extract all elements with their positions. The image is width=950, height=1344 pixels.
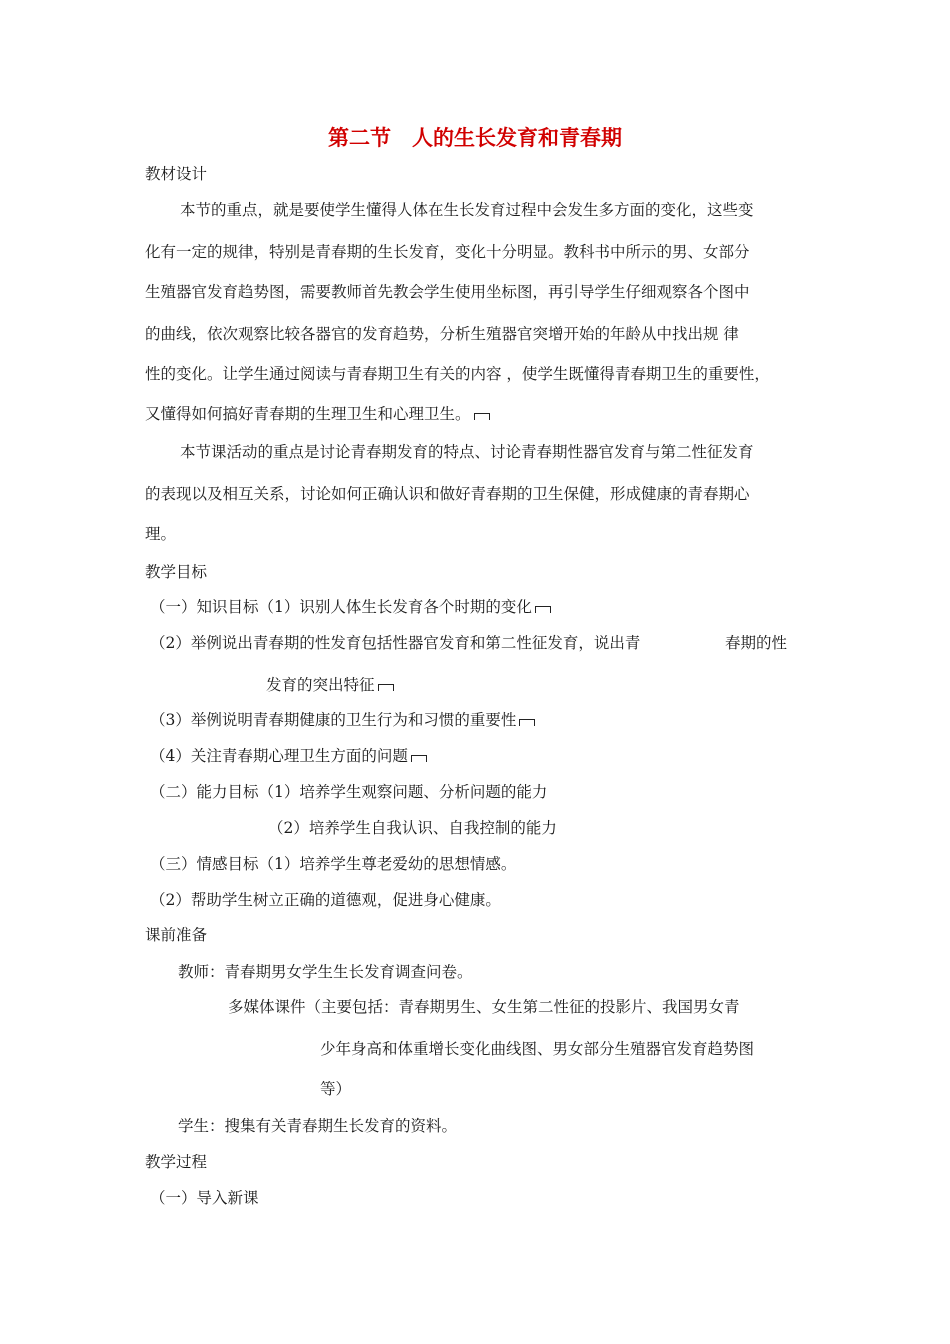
- edit-mark-icon: [474, 413, 490, 420]
- edit-mark-icon: [519, 719, 535, 726]
- goal-line-text: 发育的突出特征: [266, 676, 375, 694]
- goal-line: （2）培养学生自我认识、自我控制的能力: [268, 819, 557, 837]
- paragraph-line: 的表现以及相互关系，讨论如何正确认识和做好青春期的卫生保健，形成健康的青春期心: [145, 485, 750, 503]
- goal-line: （二）能力目标（1）培养学生观察问题、分析问题的能力: [150, 783, 548, 801]
- goal-line: （2）帮助学生树立正确的道德观，促进身心健康。: [150, 891, 501, 909]
- goal-line-text: （4）关注青春期心理卫生方面的问题: [150, 747, 408, 765]
- paragraph-line: 的曲线，依次观察比较各器官的发育趋势，分析生殖器官突增开始的年龄从中找出规 律: [145, 325, 739, 343]
- paragraph-line: 本节的重点，就是要使学生懂得人体在生长发育过程中会发生多方面的变化，这些变: [180, 201, 754, 219]
- page-title: 第二节 人的生长发育和青春期: [328, 126, 622, 150]
- paragraph-line-with-mark: [145, 404, 490, 424]
- goal-line-with-mark: [150, 597, 551, 617]
- process-line: （一）导入新课: [150, 1189, 259, 1207]
- goal-line-text: （3）举例说明青春期健康的卫生行为和习惯的重要性: [150, 711, 517, 729]
- edit-mark-icon: [535, 606, 551, 613]
- paragraph-line: 性的变化。让学生通过阅读与青春期卫生有关的内容 ，使学生既懂得青春期卫生的重要性，: [145, 365, 770, 383]
- prep-line: 学生：搜集有关青春期生长发育的资料。: [178, 1117, 458, 1135]
- prep-line: 多媒体课件（主要包括：青春期男生、女生第二性征的投影片、我国男女青: [228, 998, 740, 1016]
- paragraph-line: 生殖器官发育趋势图，需要教师首先教会学生使用坐标图，再引导学生仔细观察各个图中: [145, 283, 750, 301]
- goal-line: （三）情感目标（1）培养学生尊老爱幼的思想情感。: [150, 855, 517, 873]
- goal-line: （2）举例说出青春期的性发育包括性器官发育和第二性征发育，说出青: [150, 634, 641, 652]
- edit-mark-icon: [378, 684, 394, 691]
- paragraph-line: 化有一定的规律，特别是青春期的生长发育，变化十分明显。教科书中所示的男、女部分: [145, 243, 750, 261]
- section-heading-process: 教学过程: [145, 1153, 208, 1171]
- paragraph-line: 理。: [145, 525, 177, 543]
- section-heading-design: 教材设计: [145, 165, 208, 183]
- goal-line-with-mark: [150, 746, 427, 766]
- goal-line-text: （一）知识目标（1）识别人体生长发育各个时期的变化: [150, 598, 532, 616]
- paragraph-line: 本节课活动的重点是讨论青春期发育的特点、讨论青春期性器官发育与第二性征发育: [180, 443, 754, 461]
- prep-line: 等）: [320, 1080, 352, 1098]
- section-heading-prep: 课前准备: [145, 926, 208, 944]
- prep-line: 教师：青春期男女学生生长发育调查问卷。: [178, 963, 473, 981]
- section-heading-goals: 教学目标: [145, 563, 208, 581]
- goal-line: 春期的性: [725, 634, 788, 652]
- goal-line-with-mark: [150, 710, 535, 730]
- prep-line: 少年身高和体重增长变化曲线图、男女部分生殖器官发育趋势图: [320, 1040, 755, 1058]
- edit-mark-icon: [411, 755, 427, 762]
- paragraph-line-text: 又懂得如何搞好青春期的生理卫生和心理卫生。: [145, 405, 471, 423]
- goal-line-with-mark: [266, 675, 394, 695]
